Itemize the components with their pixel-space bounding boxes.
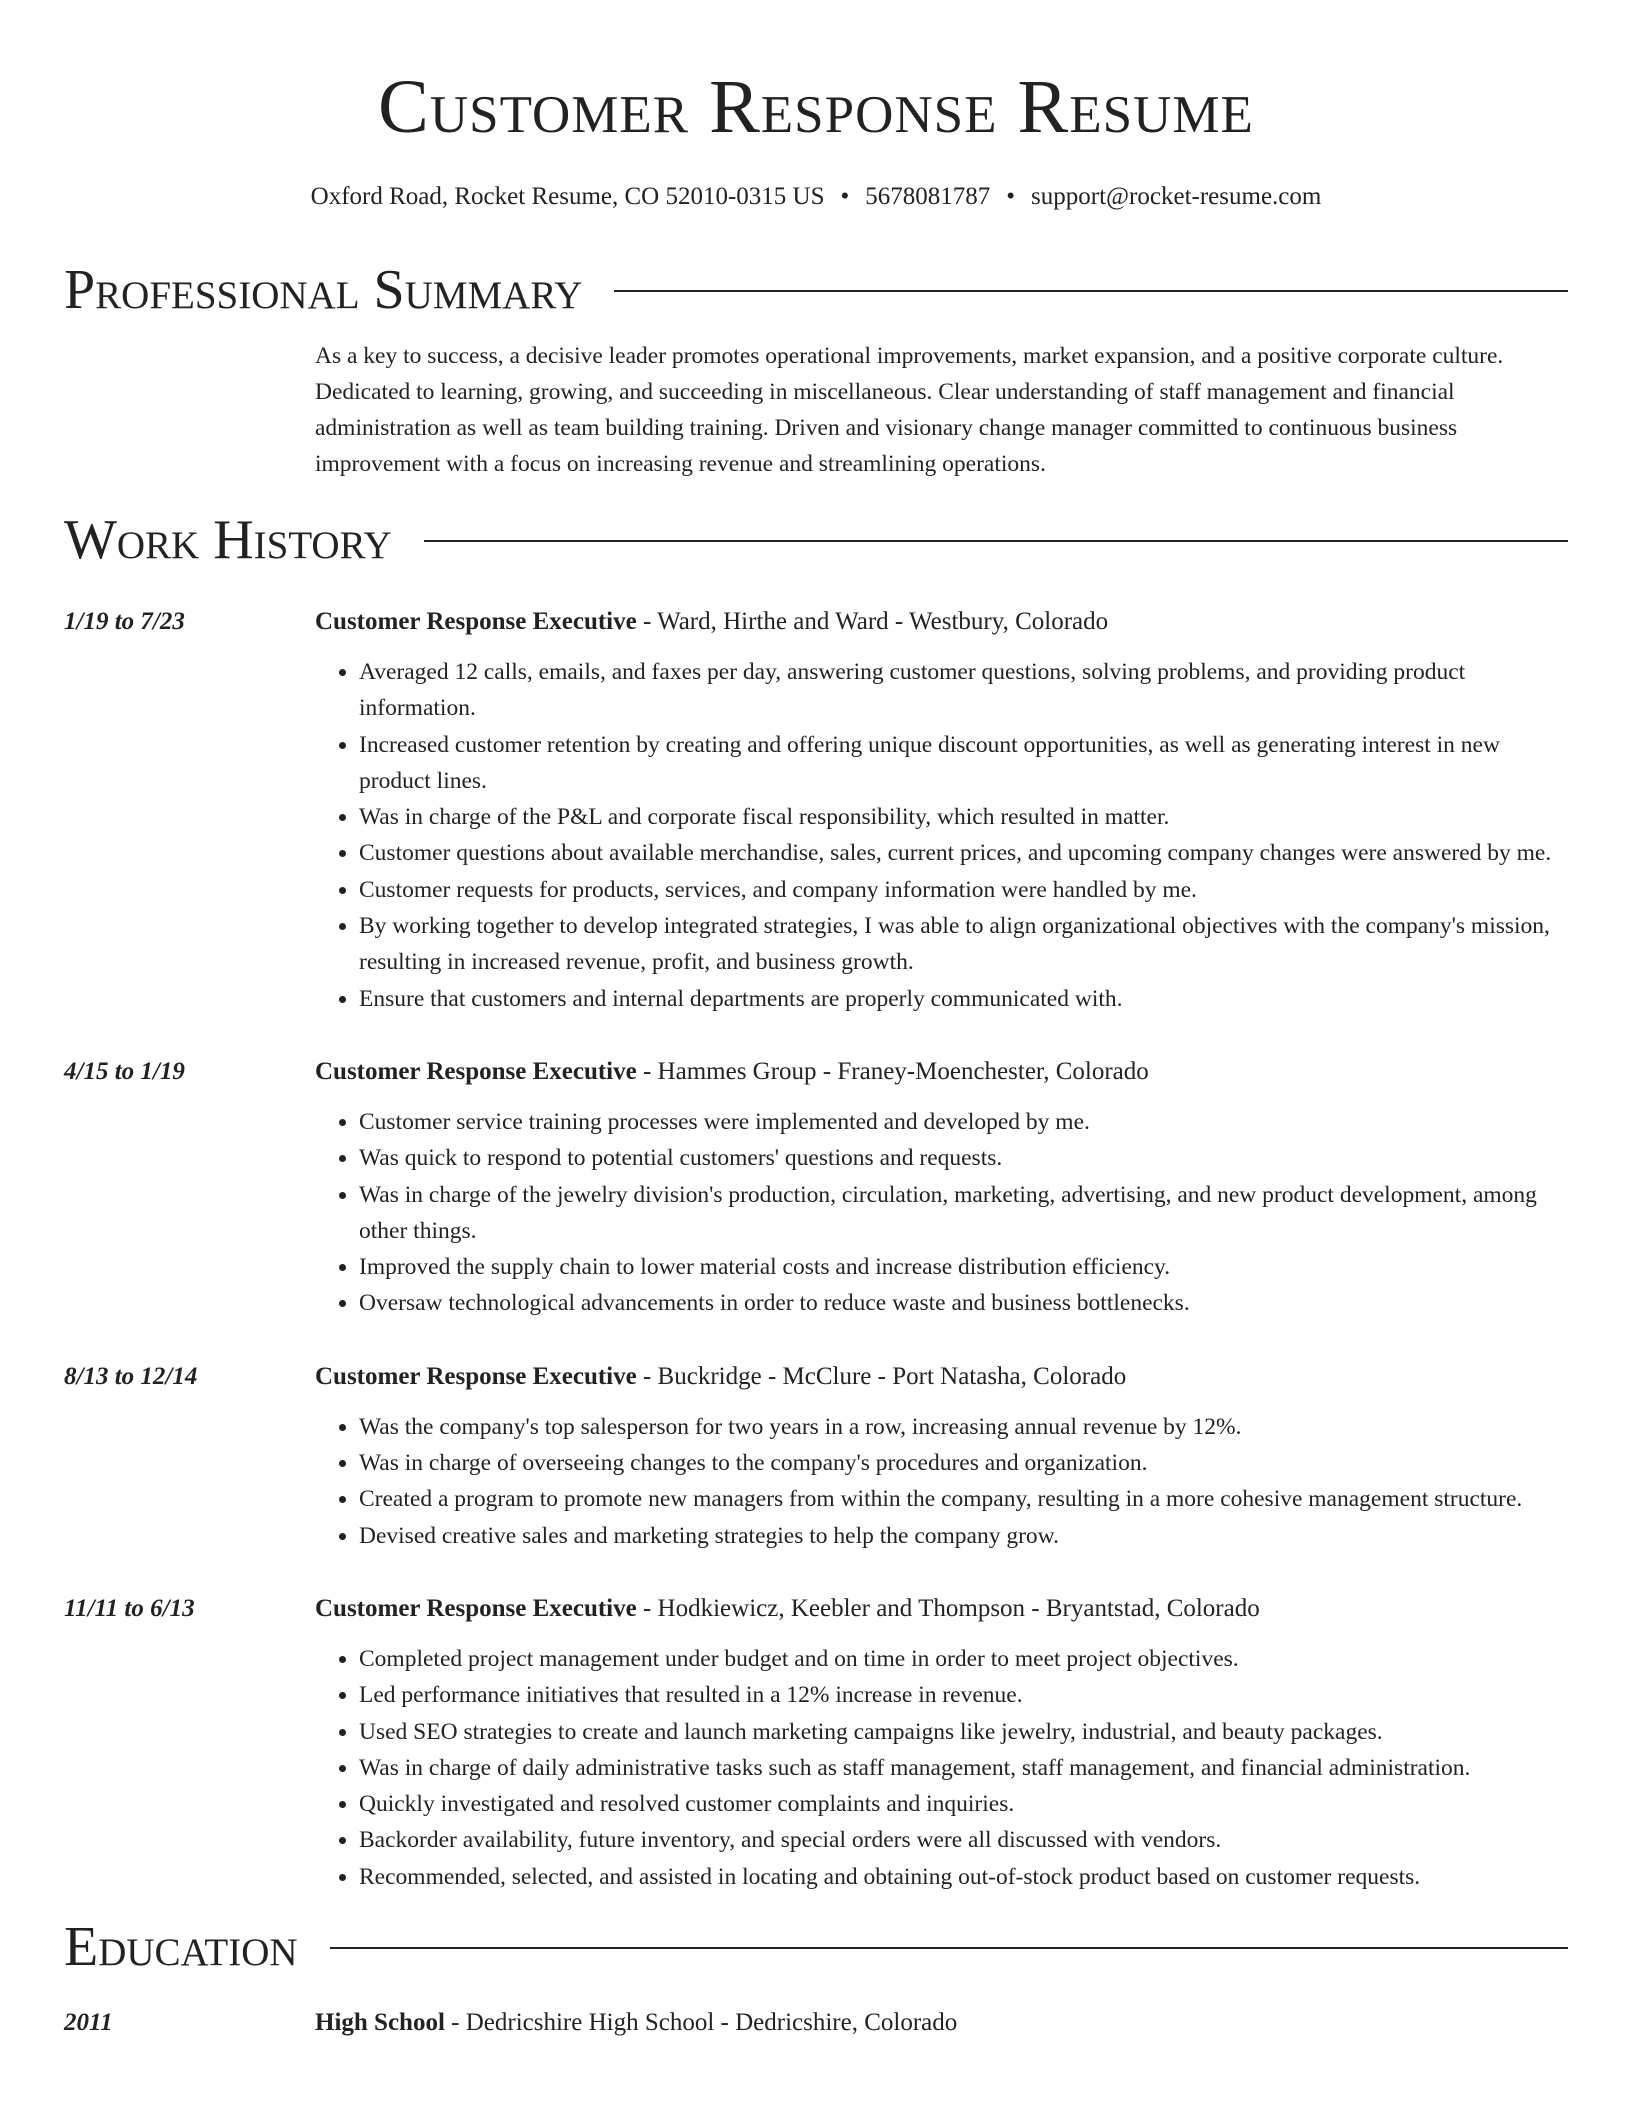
job-body	[315, 1054, 1568, 1322]
job-title-line	[315, 1591, 1568, 1627]
job-bullet: • Recommended, selected, and assisted in locating and obtaining out-of-stock product based on customer requests.	[359, 1859, 1568, 1895]
job-bullet: • Devised creative sales and marketing strategies to help the company grow.	[359, 1518, 1568, 1554]
job-bullet: • By working together to develop integrated strategies, I was able to align organizational objectives with the company's mission, resulting in increased revenue, profit, and business growth.	[359, 908, 1568, 981]
section-divider	[424, 540, 1568, 542]
job-bullet: • Created a program to promote new managers from within the company, resulting in a more cohesive management structure.	[359, 1481, 1568, 1517]
contact-separator: •	[840, 183, 850, 210]
job-bullet: • Customer requests for products, services, and company information were handled by me.	[359, 872, 1568, 908]
resume-header	[0, 0, 1632, 212]
job-dates: 11/11 to 6/13	[64, 1594, 195, 1622]
job-title: Customer Response Executive	[315, 1362, 637, 1390]
job-title-line	[315, 1054, 1568, 1090]
job-body	[315, 1359, 1568, 1554]
job-entry	[64, 1054, 1568, 1322]
job-bullet: • Improved the supply chain to lower material costs and increase distribution efficiency.	[359, 1249, 1568, 1285]
education-year: 2011	[64, 2009, 113, 2037]
job-body	[315, 604, 1568, 1017]
job-dates: 8/13 to 12/14	[64, 1362, 198, 1390]
job-title-line	[315, 1359, 1568, 1395]
job-dates: 1/19 to 7/23	[64, 608, 185, 635]
section-divider	[330, 1947, 1568, 1949]
job-title-line	[315, 604, 1568, 640]
job-bullet: • Ensure that customers and internal departments are properly communicated with.	[359, 981, 1568, 1017]
job-employer: - Hammes Group - Franey-Moenchester, Colorado	[636, 1057, 1149, 1085]
summary-text: As a key to success, a decisive leader promotes operational improvements, market expansion, and a positive corporate culture. Dedicated to learning, growing, and succeeding in miscellaneous. Clear understanding of staff management and financial administration as well as team building training. Driven and visionary change manager committed to continuous business improvement with a focus on increasing revenue and streamlining operations.	[315, 343, 1504, 477]
contact-separator: •	[1006, 183, 1016, 210]
job-bullets	[315, 1409, 1568, 1554]
education-heading: Education	[64, 1916, 298, 1979]
job-entry	[64, 1591, 1568, 1895]
job-bullet: • Increased customer retention by creating and offering unique discount opportunities, as well as generating interest in new product lines.	[359, 727, 1568, 800]
contact-email: support@rocket-resume.com	[1031, 183, 1322, 210]
job-title: Customer Response Executive	[315, 608, 637, 635]
job-bullet: • Completed project management under budget and on time in order to meet project objectives.	[359, 1641, 1568, 1677]
education-degree: High School	[315, 2009, 445, 2037]
job-bullets	[315, 1641, 1568, 1895]
job-bullet: • Was in charge of the jewelry division's production, circulation, marketing, advertising, and new product development, among other things.	[359, 1177, 1568, 1250]
resume-title: Customer Response Resume	[378, 65, 1254, 149]
education-school: - Dedricshire High School - Dedricshire, Colorado	[444, 2009, 958, 2037]
summary-heading: Professional Summary	[64, 259, 583, 321]
job-bullet: • Was in charge of daily administrative tasks such as staff management, staff management, and financial administration.	[359, 1750, 1568, 1786]
job-title: Customer Response Executive	[315, 1057, 637, 1085]
section-divider	[614, 290, 1568, 292]
contact-address: Oxford Road, Rocket Resume, CO 52010-0315 US	[310, 183, 825, 210]
job-bullet: • Was in charge of the P&L and corporate fiscal responsibility, which resulted in matter.	[359, 799, 1568, 835]
job-bullet: • Averaged 12 calls, emails, and faxes per day, answering customer questions, solving problems, and providing product information.	[359, 654, 1568, 727]
job-bullet: • Oversaw technological advancements in order to reduce waste and business bottlenecks.	[359, 1285, 1568, 1321]
job-body	[315, 1591, 1568, 1895]
job-bullet: • Quickly investigated and resolved customer complaints and inquiries.	[359, 1786, 1568, 1822]
job-entry	[64, 604, 1568, 1017]
contact-line	[0, 182, 1632, 212]
work-heading: Work History	[64, 509, 392, 571]
job-dates: 4/15 to 1/19	[64, 1057, 185, 1085]
job-bullet: • Was in charge of overseeing changes to the company's procedures and organization.	[359, 1445, 1568, 1481]
education-line	[315, 2005, 1568, 2041]
job-bullet: • Used SEO strategies to create and launch marketing campaigns like jewelry, industrial, and beauty packages.	[359, 1714, 1568, 1750]
summary-section-header	[64, 260, 1568, 320]
work-section-header	[64, 510, 1568, 570]
job-bullet: • Was quick to respond to potential customers' questions and requests.	[359, 1140, 1568, 1176]
contact-phone: 5678081787	[865, 183, 991, 210]
job-bullet: • Was the company's top salesperson for two years in a row, increasing annual revenue by 12%.	[359, 1409, 1568, 1445]
job-employer: - Buckridge - McClure - Port Natasha, Colorado	[636, 1362, 1127, 1390]
job-bullet: • Backorder availability, future inventory, and special orders were all discussed with vendors.	[359, 1822, 1568, 1858]
job-bullet: • Led performance initiatives that resulted in a 12% increase in revenue.	[359, 1677, 1568, 1713]
education-entry	[64, 2005, 1568, 2041]
job-bullet: • Customer questions about available merchandise, sales, current prices, and upcoming company changes were answered by me.	[359, 835, 1568, 871]
education-body	[315, 2005, 1568, 2041]
job-bullets	[315, 654, 1568, 1017]
education-section-header	[64, 1917, 1568, 1977]
job-employer: - Ward, Hirthe and Ward - Westbury, Colorado	[636, 608, 1109, 635]
job-bullet: • Customer service training processes were implemented and developed by me.	[359, 1104, 1568, 1140]
job-entry	[64, 1359, 1568, 1554]
job-title: Customer Response Executive	[315, 1594, 637, 1622]
job-bullets	[315, 1104, 1568, 1322]
job-employer: - Hodkiewicz, Keebler and Thompson - Bryantstad, Colorado	[636, 1594, 1260, 1622]
